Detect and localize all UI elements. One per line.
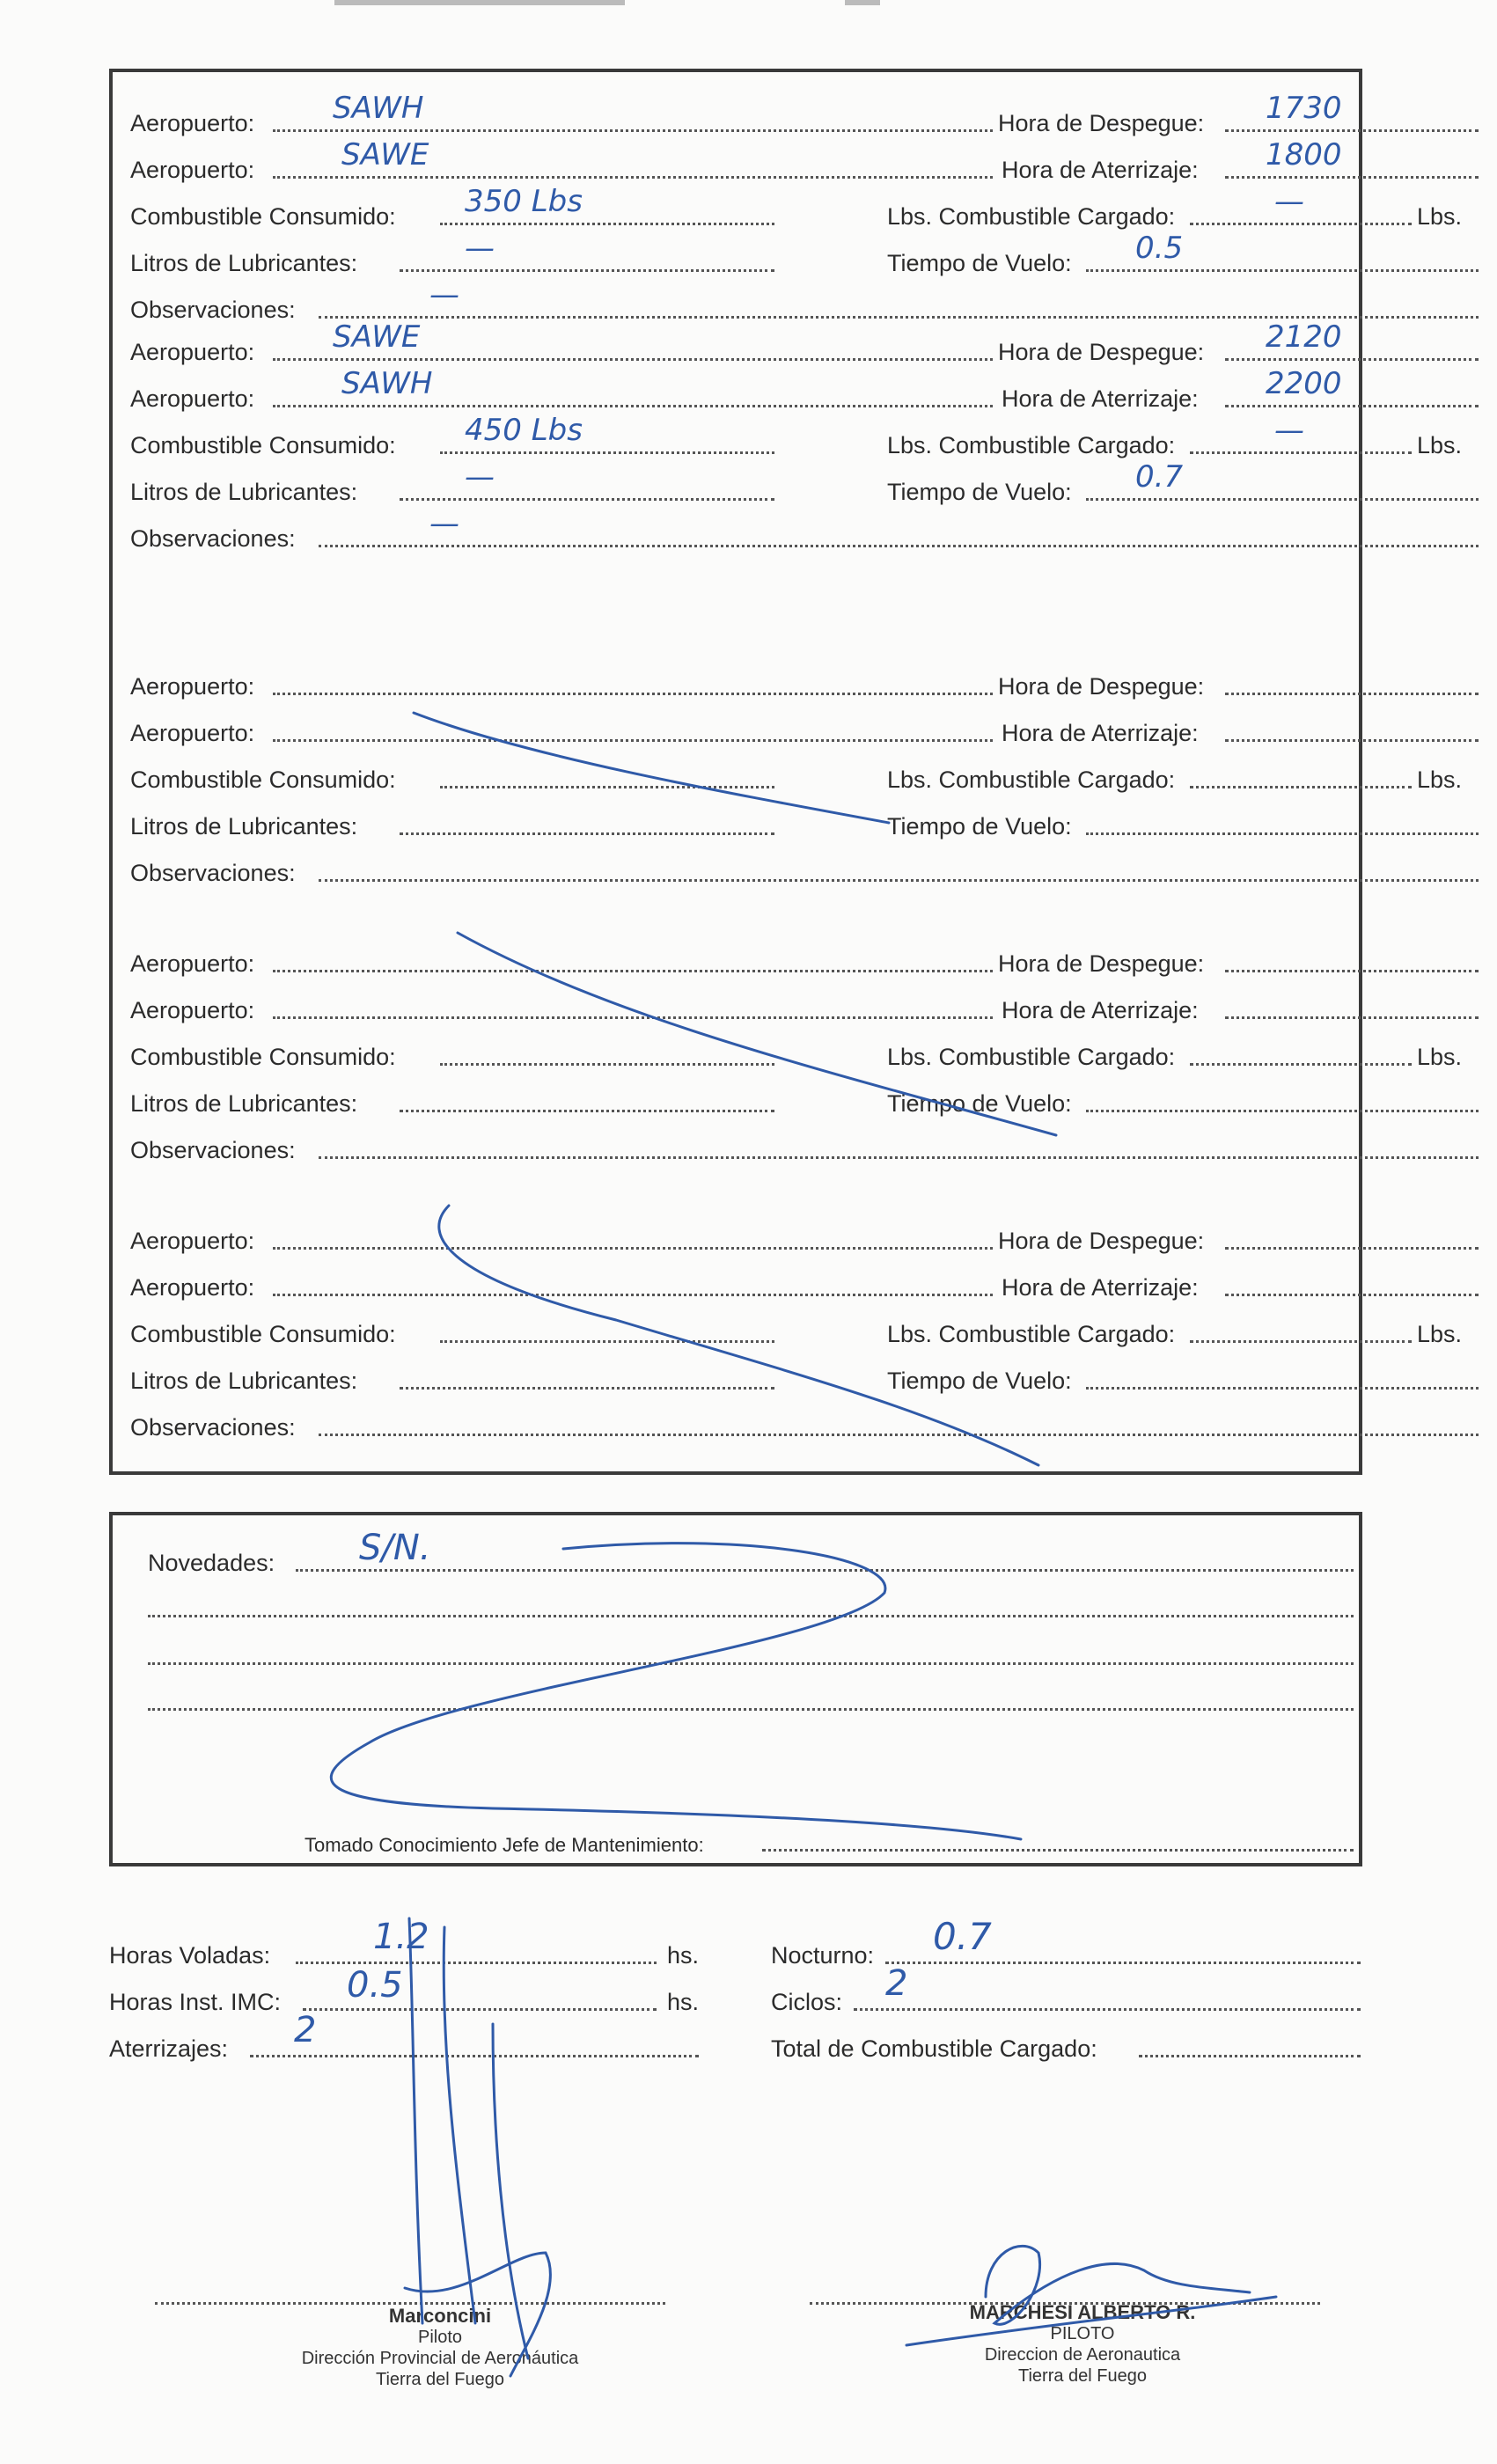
flight-5-tiempo-vuelo-row	[887, 1363, 1362, 1398]
flight-5-combustible-cargado-row	[887, 1316, 1463, 1352]
novedades-label: Novedades:	[148, 1550, 275, 1576]
aeropuerto-2-label: Aeropuerto:	[130, 157, 255, 183]
horas-voladas-dots	[296, 1962, 657, 1964]
ciclos-label: Ciclos:	[771, 1989, 843, 2015]
horas-voladas-value[interactable]: 1.2	[373, 1917, 429, 1957]
aeropuerto-2-label: Aeropuerto:	[130, 720, 255, 746]
aeropuerto-2-dots	[273, 176, 993, 179]
combustible-consumido-label: Combustible Consumido:	[130, 766, 396, 793]
flight-1-hora-aterrizaje-row	[1002, 137, 1362, 187]
litros-lubricantes-dots	[400, 498, 774, 501]
flight-4-hora-aterrizaje-row	[1002, 993, 1362, 1028]
flight-5-hora-aterrizaje-row	[1002, 1270, 1362, 1305]
horas-voladas-label: Horas Voladas:	[109, 1942, 271, 1969]
observaciones-label: Observaciones:	[130, 1414, 296, 1441]
combustible-cargado-value[interactable]: —	[1274, 184, 1304, 219]
hora-despegue-dots	[1225, 129, 1479, 132]
aeropuerto-1-dots	[273, 129, 993, 132]
hora-aterrizaje-label: Hora de Aterrizaje:	[1002, 997, 1199, 1023]
hora-aterrizaje-label: Hora de Aterrizaje:	[1002, 720, 1199, 746]
hora-aterrizaje-value[interactable]: 2200	[1266, 366, 1342, 401]
flight-1-tiempo-vuelo-row	[887, 231, 1362, 281]
horas-imc-label: Horas Inst. IMC:	[109, 1989, 282, 2015]
combustible-consumido-dots	[440, 786, 774, 788]
aterrizajes-dots	[250, 2055, 699, 2057]
hora-despegue-label: Hora de Despegue:	[998, 950, 1205, 977]
tiempo-vuelo-label: Tiempo de Vuelo:	[887, 479, 1072, 505]
tiempo-vuelo-dots	[1086, 832, 1479, 835]
combustible-cargado-label: Lbs. Combustible Cargado:	[887, 1321, 1176, 1347]
hora-despegue-dots	[1225, 1247, 1479, 1250]
hora-despegue-dots	[1225, 358, 1479, 361]
novedades-dots	[296, 1569, 1354, 1572]
nocturno-dots	[885, 1962, 1361, 1964]
hora-despegue-dots	[1225, 693, 1479, 695]
hora-despegue-dots	[1225, 970, 1479, 972]
observaciones-dots	[319, 879, 1479, 882]
aeropuerto-1-label: Aeropuerto:	[130, 110, 255, 136]
flight-3-hora-aterrizaje-row	[1002, 715, 1362, 751]
hora-despegue-value[interactable]: 1730	[1266, 91, 1342, 126]
combustible-consumido-value[interactable]: 350 Lbs	[465, 184, 583, 219]
horas-imc-row	[109, 1965, 708, 2020]
litros-lubricantes-dots	[400, 1387, 774, 1390]
novedades-line-2	[148, 1615, 1354, 1617]
lbs-unit: Lbs.	[1417, 1321, 1463, 1347]
novedades-line-4	[148, 1708, 1354, 1711]
aeropuerto-1-dots	[273, 1247, 993, 1250]
flight-5-observaciones-row	[130, 1410, 1362, 1445]
total-combustible-dots	[1139, 2055, 1361, 2057]
flight-4-tiempo-vuelo-row	[887, 1086, 1362, 1121]
scan-top-edge	[0, 0, 1497, 12]
flight-5-hora-despegue-row	[998, 1223, 1362, 1258]
aeropuerto-2-value[interactable]: SAWH	[341, 366, 433, 401]
lbs-unit: Lbs.	[1417, 766, 1463, 793]
aeropuerto-1-label: Aeropuerto:	[130, 339, 255, 365]
tiempo-vuelo-label: Tiempo de Vuelo:	[887, 250, 1072, 276]
flight-2-hora-despegue-row	[998, 319, 1362, 370]
hora-aterrizaje-dots	[1225, 176, 1479, 179]
observaciones-label: Observaciones:	[130, 525, 296, 552]
aeropuerto-2-value[interactable]: SAWE	[341, 137, 429, 172]
observaciones-dots	[319, 316, 1479, 319]
flight-1-hora-despegue-row	[998, 91, 1362, 141]
tiempo-vuelo-label: Tiempo de Vuelo:	[887, 1368, 1072, 1394]
tiempo-vuelo-label: Tiempo de Vuelo:	[887, 813, 1072, 840]
stamp-right-org: Direccion de Aeronautica	[984, 2345, 1181, 2365]
aeropuerto-1-dots	[273, 358, 993, 361]
stamp-left	[290, 2306, 590, 2390]
litros-lubricantes-dots	[400, 269, 774, 272]
observaciones-dots	[319, 1434, 1479, 1436]
aeropuerto-1-value[interactable]: SAWE	[333, 319, 421, 355]
hora-aterrizaje-dots	[1225, 1294, 1479, 1296]
hora-aterrizaje-label: Hora de Aterrizaje:	[1002, 1274, 1199, 1301]
flight-3-combustible-cargado-row	[887, 762, 1463, 797]
tomado-row	[305, 1828, 1354, 1863]
flight-2-combustible-cargado-row	[887, 413, 1463, 463]
stamp-right-role: PILOTO	[1050, 2324, 1115, 2343]
hora-despegue-value[interactable]: 2120	[1266, 319, 1342, 355]
hora-aterrizaje-value[interactable]: 1800	[1266, 137, 1342, 172]
stamp-left-role: Piloto	[417, 2328, 463, 2347]
lbs-unit: Lbs.	[1417, 432, 1463, 458]
hora-despegue-label: Hora de Despegue:	[998, 1228, 1205, 1254]
ciclos-dots	[854, 2008, 1361, 2011]
litros-lubricantes-dots	[400, 832, 774, 835]
tomado-label: Tomado Conocimiento Jefe de Mantenimiento:	[305, 1834, 704, 1856]
lbs-unit: Lbs.	[1417, 203, 1463, 230]
hora-despegue-label: Hora de Despegue:	[998, 339, 1205, 365]
tiempo-vuelo-dots	[1086, 498, 1479, 501]
hora-aterrizaje-label: Hora de Aterrizaje:	[1002, 385, 1199, 412]
litros-lubricantes-label: Litros de Lubricantes:	[130, 1090, 358, 1117]
tiempo-vuelo-dots	[1086, 269, 1479, 272]
tiempo-vuelo-value[interactable]: 0.7	[1135, 459, 1184, 495]
litros-lubricantes-value[interactable]: —	[465, 459, 495, 495]
litros-lubricantes-label: Litros de Lubricantes:	[130, 479, 358, 505]
flight-1-combustible-cargado-row	[887, 184, 1463, 234]
ciclos-value[interactable]: 2	[885, 1963, 908, 2004]
observaciones-value[interactable]: —	[429, 277, 459, 312]
total-combustible-row	[771, 2031, 1361, 2066]
combustible-cargado-dots	[1190, 451, 1412, 454]
flight-1-observaciones-row	[130, 277, 1362, 327]
flight-4-hora-despegue-row	[998, 946, 1362, 981]
combustible-cargado-label: Lbs. Combustible Cargado:	[887, 203, 1176, 230]
horas-imc-unit: hs.	[667, 1989, 700, 2015]
stamp-right	[933, 2302, 1232, 2387]
stamp-left-org: Dirección Provincial de Aeronáutica	[301, 2349, 579, 2368]
litros-lubricantes-dots	[400, 1110, 774, 1112]
combustible-cargado-dots	[1190, 1063, 1412, 1066]
flight-4-observaciones-row	[130, 1133, 1362, 1168]
aeropuerto-1-label: Aeropuerto:	[130, 950, 255, 977]
hora-aterrizaje-label: Hora de Aterrizaje:	[1002, 157, 1199, 183]
tiempo-vuelo-dots	[1086, 1387, 1479, 1390]
tiempo-vuelo-value[interactable]: 0.5	[1135, 231, 1184, 266]
combustible-cargado-dots	[1190, 786, 1412, 788]
combustible-consumido-dots	[440, 1063, 774, 1066]
combustible-cargado-dots	[1190, 223, 1412, 225]
lbs-unit: Lbs.	[1417, 1044, 1463, 1070]
combustible-consumido-dots	[440, 223, 774, 225]
combustible-consumido-label: Combustible Consumido:	[130, 1044, 396, 1070]
litros-lubricantes-label: Litros de Lubricantes:	[130, 813, 358, 840]
flight-4-combustible-cargado-row	[887, 1039, 1463, 1074]
aeropuerto-1-dots	[273, 693, 993, 695]
aterrizajes-label: Aterrizajes:	[109, 2035, 229, 2062]
combustible-cargado-label: Lbs. Combustible Cargado:	[887, 766, 1176, 793]
aeropuerto-2-dots	[273, 1016, 993, 1019]
combustible-consumido-label: Combustible Consumido:	[130, 432, 396, 458]
horas-imc-value[interactable]: 0.5	[347, 1965, 403, 2006]
flight-2-hora-aterrizaje-row	[1002, 366, 1362, 416]
combustible-cargado-label: Lbs. Combustible Cargado:	[887, 1044, 1176, 1070]
aterrizajes-value[interactable]: 2	[294, 2010, 317, 2050]
combustible-cargado-dots	[1190, 1340, 1412, 1343]
total-combustible-label: Total de Combustible Cargado:	[771, 2035, 1097, 2062]
litros-lubricantes-label: Litros de Lubricantes:	[130, 1368, 358, 1394]
novedades-value[interactable]: S/N.	[359, 1528, 431, 1568]
aeropuerto-2-dots	[273, 739, 993, 742]
aeropuerto-2-label: Aeropuerto:	[130, 997, 255, 1023]
observaciones-label: Observaciones:	[130, 297, 296, 323]
litros-lubricantes-label: Litros de Lubricantes:	[130, 250, 358, 276]
aeropuerto-1-value[interactable]: SAWH	[333, 91, 424, 126]
combustible-cargado-label: Lbs. Combustible Cargado:	[887, 432, 1176, 458]
aeropuerto-1-dots	[273, 970, 993, 972]
observaciones-dots	[319, 545, 1479, 547]
litros-lubricantes-value[interactable]: —	[465, 231, 495, 266]
hora-despegue-label: Hora de Despegue:	[998, 110, 1205, 136]
aeropuerto-1-label: Aeropuerto:	[130, 673, 255, 700]
flight-3-observaciones-row	[130, 855, 1362, 891]
flight-2-tiempo-vuelo-row	[887, 459, 1362, 510]
hora-aterrizaje-dots	[1225, 739, 1479, 742]
tomado-dots	[762, 1849, 1354, 1852]
stamp-left-name: Marconcini	[388, 2305, 492, 2327]
hora-aterrizaje-dots	[1225, 405, 1479, 407]
flight-2-observaciones-row	[130, 506, 1362, 556]
aeropuerto-2-dots	[273, 1294, 993, 1296]
nocturno-label: Nocturno:	[771, 1942, 875, 1969]
horas-voladas-unit: hs.	[667, 1942, 700, 1969]
horas-imc-dots	[303, 2008, 657, 2011]
aeropuerto-2-dots	[273, 405, 993, 407]
ciclos-row	[771, 1963, 1361, 2020]
novedades-line-3	[148, 1662, 1354, 1665]
combustible-consumido-value[interactable]: 450 Lbs	[465, 413, 583, 448]
horas-voladas-row	[109, 1917, 708, 1973]
flight-3-tiempo-vuelo-row	[887, 809, 1362, 844]
stamp-left-place: Tierra del Fuego	[376, 2370, 504, 2389]
aterrizajes-row	[109, 2010, 708, 2066]
hora-despegue-label: Hora de Despegue:	[998, 673, 1205, 700]
aeropuerto-2-label: Aeropuerto:	[130, 385, 255, 412]
hora-aterrizaje-dots	[1225, 1016, 1479, 1019]
observaciones-dots	[319, 1156, 1479, 1159]
combustible-cargado-value[interactable]: —	[1274, 413, 1304, 448]
nocturno-row	[771, 1915, 1361, 1973]
aeropuerto-2-label: Aeropuerto:	[130, 1274, 255, 1301]
aeropuerto-1-label: Aeropuerto:	[130, 1228, 255, 1254]
observaciones-value[interactable]: —	[429, 506, 459, 541]
tiempo-vuelo-dots	[1086, 1110, 1479, 1112]
stamp-right-place: Tierra del Fuego	[1018, 2366, 1147, 2386]
observaciones-label: Observaciones:	[130, 860, 296, 886]
nocturno-value[interactable]: 0.7	[933, 1915, 992, 1958]
combustible-consumido-label: Combustible Consumido:	[130, 1321, 396, 1347]
combustible-consumido-dots	[440, 1340, 774, 1343]
flight-3-hora-despegue-row	[998, 669, 1362, 704]
novedades-row	[148, 1528, 1354, 1580]
combustible-consumido-label: Combustible Consumido:	[130, 203, 396, 230]
tiempo-vuelo-label: Tiempo de Vuelo:	[887, 1090, 1072, 1117]
combustible-consumido-dots	[440, 451, 774, 454]
observaciones-label: Observaciones:	[130, 1137, 296, 1163]
stamp-right-name: MARCHESI ALBERTO R.	[969, 2301, 1196, 2323]
